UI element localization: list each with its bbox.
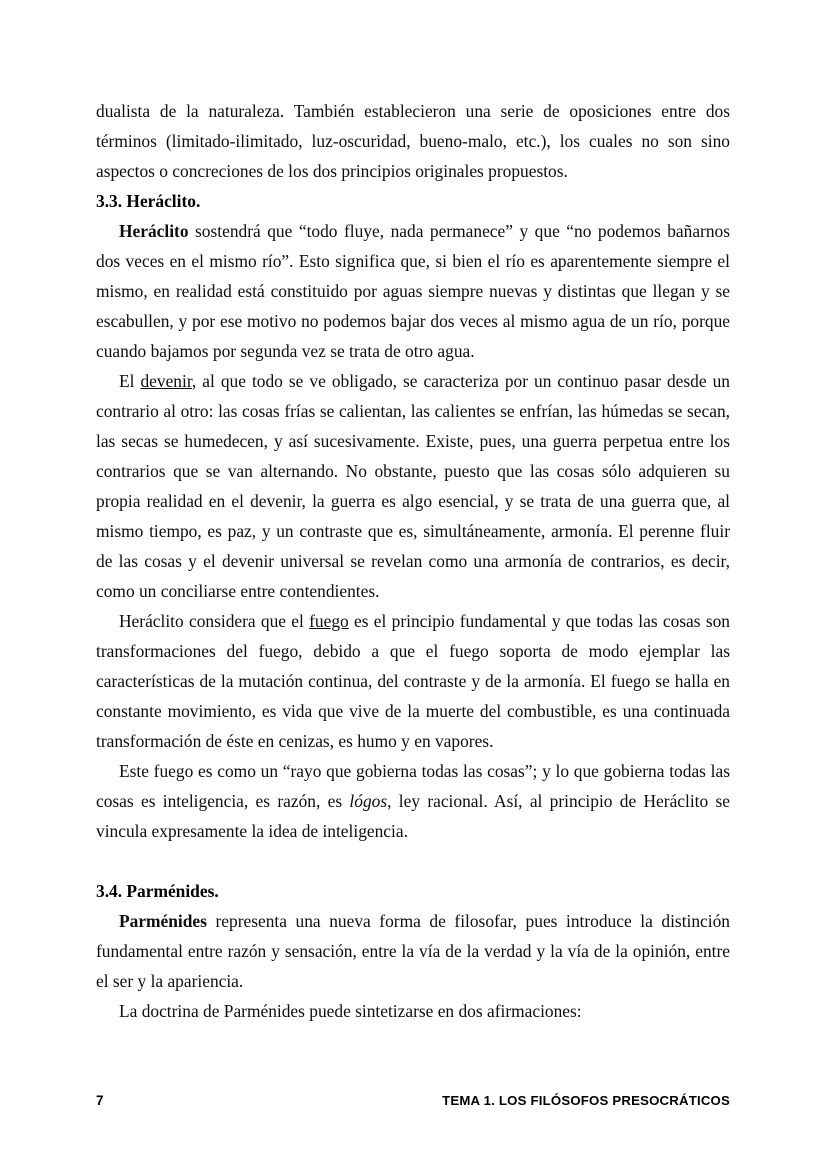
paragraph-continued: dualista de la naturaleza. También establecieron una serie de oposiciones entre dos términos (limitado-ilimitado, luz-oscuridad, bueno-malo, etc.), los cuales no son sino aspectos o concreciones de los dos principios originales propuestos. (96, 101, 730, 181)
heading-3-3-heraclito: 3.3. Heráclito. (96, 191, 201, 211)
heading-3-4-parmenides: 3.4. Parménides. (96, 881, 219, 901)
page-footer (96, 1093, 730, 1108)
section-spacer (96, 846, 730, 876)
italic-term-logos: lógos (349, 791, 388, 811)
paragraph-heraclito-3-before: Heráclito considera que el (119, 611, 310, 631)
paragraph-heraclito-2-after: , al que todo se ve obligado, se caracteriza por un continuo pasar desde un contrario al otro: las cosas frías se calientan, las calientes se enfrían, las húmedas se secan, las secas se humedecen, y así sucesivamente. Existe, pues, una guerra perpetua entre los contrarios que se van alternando. No obstante, puesto que las cosas sólo adquieren su propia realidad en el devenir, la guerra es algo esencial, y se trata de una guerra que, al mismo tiempo, es paz, y un contraste que es, simultáneamente, armonía. El perenne fluir de las cosas y el devenir universal se revelan como una armonía de contrarios, es decir, como un conciliarse entre contendientes. (96, 371, 730, 601)
footer-page-number: 7 (96, 1093, 104, 1108)
paragraph-parmenides-2: La doctrina de Parménides puede sintetizarse en dos afirmaciones: (119, 1001, 582, 1021)
paragraph-parmenides-1-text: representa una nueva forma de filosofar, pues introduce la distinción fundamental entre razón y sensación, entre la vía de la verdad y la vía de la opinión, entre el ser y la apariencia. (96, 911, 730, 991)
underlined-term-fuego: fuego (309, 611, 349, 631)
paragraph-heraclito-4-before: Este fuego es como un “rayo que gobierna todas las cosas”; y lo que gobierna todas las cosas es inteligencia, es razón, es (96, 761, 730, 811)
lead-in-parmenides: Parménides (119, 911, 207, 931)
paragraph-heraclito-3 (96, 606, 730, 756)
paragraph-heraclito-1 (96, 216, 730, 366)
paragraph-heraclito-3-after: es el principio fundamental y que todas las cosas son transformaciones del fuego, debido a que el fuego soporta de modo ejemplar las características de la mutación continua, del contraste y de la armonía. El fuego se halla en constante movimiento, es vida que vive de la muerte del combustible, es una continuada transformación de éste en cenizas, es humo y en vapores. (96, 611, 730, 751)
paragraph-parmenides-1 (96, 906, 730, 996)
paragraph-heraclito-1-text: sostendrá que “todo fluye, nada permanece” y que “no podemos bañarnos dos veces en el mismo río”. Esto significa que, si bien el río es aparentemente siempre el mismo, en realidad está constituido por aguas siempre nuevas y distintas que llegan y se escabullen, y por ese motivo no podemos bajar dos veces al mismo agua de un río, porque cuando bajamos por segunda vez se trata de otro agua. (96, 221, 730, 361)
paragraph-heraclito-4-after: , ley racional. Así, al principio de Heráclito se vincula expresamente la idea de inteligencia. (96, 791, 730, 841)
lead-in-heraclito: Heráclito (119, 221, 189, 241)
paragraph-heraclito-4 (96, 756, 730, 846)
page-content (96, 96, 730, 1026)
footer-chapter-title: TEMA 1. LOS FILÓSOFOS PRESOCRÁTICOS (442, 1093, 730, 1108)
underlined-term-devenir: devenir (140, 371, 192, 391)
paragraph-heraclito-2 (96, 366, 730, 606)
paragraph-heraclito-2-before: El (119, 371, 141, 391)
